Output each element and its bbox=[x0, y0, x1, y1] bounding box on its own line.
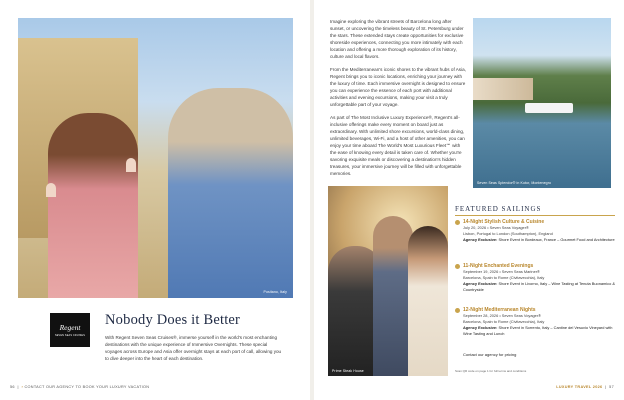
photo-town bbox=[473, 78, 533, 100]
sailing-exclusive bbox=[455, 281, 620, 293]
photo-gelato bbox=[46, 183, 56, 197]
exclusive-label: Agency Exclusive: bbox=[463, 325, 498, 330]
logo-subtitle: SEVEN SEAS CRUISES bbox=[54, 334, 86, 337]
photo-caption: Seven Seas Splendor® in Kotor, Montenegro bbox=[477, 181, 552, 185]
contact-for-pricing: Contact our agency for pricing bbox=[463, 352, 517, 357]
page-heading: Nobody Does it Better bbox=[105, 312, 241, 328]
photo-woman-blue bbox=[168, 88, 293, 298]
intro-paragraph: With Regent Seven Seas Cruises®, immerse yourself in the world's most enchanting destinations with the unique experience of Immersive Overnights. These special voyages across Europe and Asia offer overnight stays at each port of call, allowing you to dive deeper into the heart of each destination. bbox=[105, 335, 282, 361]
sailing-name: 14-Night Stylish Culture & Cuisine bbox=[463, 219, 545, 225]
photo-caption: Prime Steak House bbox=[332, 369, 364, 373]
sailing-item bbox=[455, 263, 620, 293]
steak-house-photo bbox=[328, 186, 448, 376]
exclusive-text: Shore Event in Bordeaux, France – Gourmet Food and Architecture bbox=[498, 237, 615, 242]
sailing-name: 12-Night Mediterranean Nights bbox=[463, 307, 536, 313]
sailing-route: Barcelona, Spain to Rome (Civitavecchia), Italy bbox=[463, 275, 545, 280]
sailing-date: September 19, 2026 • Seven Seas Mariner® bbox=[463, 269, 540, 274]
photo-gelato bbox=[126, 158, 136, 172]
featured-sailings-title: FEATURED SAILINGS bbox=[455, 205, 542, 213]
exclusive-text: Shore Event in Sorrento, Italy – Cantine del Vesuvio Vineyard with Wine Tasting and Lunch bbox=[463, 325, 613, 336]
terms-note: Scan QR code on page 1 for full terms and conditions bbox=[455, 369, 527, 373]
sailing-exclusive bbox=[455, 237, 620, 243]
bullet-icon bbox=[455, 264, 460, 269]
bullet-icon bbox=[455, 220, 460, 225]
left-footer: 56 | › CONTACT OUR AGENCY TO BOOK YOUR LUXURY VACATION bbox=[10, 385, 150, 389]
paragraph-1: Imagine exploring the vibrant streets of Barcelona long after sunset, or uncovering the timeless beauty of St. Petersburg under the stars. These extended stays create opportunities for exclusive shoreside experiences, connecting you more intimately with each location and offering a more thorough exploration of its history, culture and local flavors. bbox=[330, 19, 464, 59]
photo-caption: Positano, Italy bbox=[263, 290, 287, 294]
photo-man bbox=[373, 216, 413, 376]
footer-arrow-icon: › bbox=[21, 385, 24, 389]
paragraph-3: As part of The Most Inclusive Luxury Experience®, Regent's all-inclusive offerings make every moment on board just as extraordinary. With unlimited shore excursions, world-class dining, unlimited beverages, Wi-Fi, and a host of other amenities, you can enjoy your time aboard The World's Most Luxurious Fleet℠ with the ease of knowing every detail is taken care of. Whether you're savoring exquisite meals or discovering a destination's hidden treasures, your immersive journey will be filled with unforgettable memories. bbox=[330, 115, 465, 176]
sailing-date: September 28, 2026 • Seven Seas Voyager® bbox=[463, 313, 541, 318]
page-number-left: 56 bbox=[10, 385, 15, 389]
photo-woman-pink bbox=[48, 113, 138, 298]
photo-woman bbox=[408, 226, 448, 376]
sailing-exclusive bbox=[455, 325, 620, 337]
bullet-icon bbox=[455, 308, 460, 313]
logo-brand: Regent bbox=[59, 323, 81, 332]
left-page bbox=[0, 0, 310, 400]
exclusive-text: Shore Event in Livorno, Italy – Wine Tasting at Tenuta Buonamico & Countryside bbox=[463, 281, 615, 292]
right-footer: LUXURY TRAVEL 2026 | 57 bbox=[556, 385, 614, 389]
footer-publication: LUXURY TRAVEL 2026 bbox=[556, 385, 603, 389]
footer-cta: CONTACT OUR AGENCY TO BOOK YOUR LUXURY VACATION bbox=[24, 385, 150, 389]
regent-logo bbox=[50, 313, 90, 347]
exclusive-label: Agency Exclusive: bbox=[463, 281, 498, 286]
page-number-right: 57 bbox=[609, 385, 614, 389]
sailing-name: 11-Night Enchanted Evenings bbox=[463, 263, 534, 269]
paragraph-2: From the Mediterranean's iconic shores to the vibrant hubs of Asia, Regent brings you to iconic locations, enriching your journey with the luxury of time. Each immersive overnight is designed to ensure you can experience the essence of each port with additional activities and evening excursions, making your visit a truly unforgettable part of your voyage. bbox=[330, 67, 466, 107]
right-page bbox=[314, 0, 624, 400]
women-gelato-photo bbox=[18, 18, 293, 298]
sailing-route: Barcelona, Spain to Rome (Civitavecchia), Italy bbox=[463, 319, 545, 324]
kotor-coast-photo bbox=[473, 18, 611, 188]
sailing-route: Lisbon, Portugal to London (Southampton), England bbox=[463, 231, 553, 236]
photo-cruise-ship bbox=[525, 103, 573, 113]
sailing-item bbox=[455, 307, 620, 337]
sailing-item bbox=[455, 219, 620, 243]
divider bbox=[455, 215, 615, 216]
sailing-date: July 20, 2026 • Seven Seas Voyager® bbox=[463, 225, 529, 230]
exclusive-label: Agency Exclusive: bbox=[463, 237, 498, 242]
